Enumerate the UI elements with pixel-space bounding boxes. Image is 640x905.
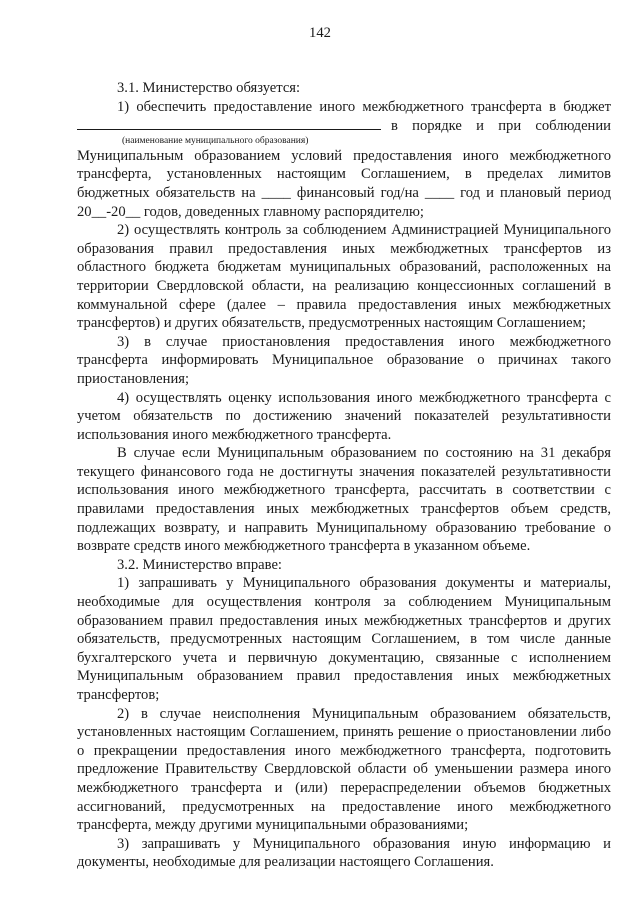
municipality-blank-row bbox=[77, 116, 611, 136]
section-3-1-heading: 3.1. Министерство обязуется: bbox=[117, 80, 301, 96]
section-3-1-item-2: 2) осуществлять контроль за соблюдением Администрацией Муниципального образования правил предоставления иных межбюджетных трансфертов из областного бюджета бюджетам муниципальных образований, расположенных на территории Свердловской области, на реализацию концессионных соглашений в коммунальной сфере (далее – правила предоставления иных межбюджетных трансфертов) и других обязательств, предусмотренных настоящим Соглашением; bbox=[77, 222, 611, 332]
section-3-1-item-1-rest: в порядке и при соблюдении bbox=[391, 118, 611, 135]
section-3-2-heading: 3.2. Министерство вправе: bbox=[117, 556, 282, 573]
municipality-blank-line bbox=[77, 116, 381, 130]
page-number: 142 bbox=[309, 25, 331, 41]
municipality-blank-caption: (наименование муниципального образования) bbox=[122, 135, 309, 146]
document-body bbox=[77, 79, 611, 872]
section-3-1-item-1-lead: 1) обеспечить предоставление иного межбюджетного трансферта в бюджет bbox=[117, 98, 611, 115]
section-3-2-item-3: 3) запрашивать у Муниципального образования иную информацию и документы, необходимые для реализации настоящего Соглашения. bbox=[77, 835, 611, 871]
section-3-1-paragraph: В случае если Муниципальным образованием по состоянию на 31 декабря текущего финансового года не достигнуты значения показателей результативности использования иного межбюджетного трансферта, рассчитать в соответствии с правилами предоставления иных межбюджетных трансфертов объем средств, подлежащих возврату, и направить Муниципальному образованию требование о возврате средств иного межбюджетного трансферта в указанном объеме. bbox=[77, 445, 611, 555]
section-3-1-item-4: 4) осуществлять оценку использования иного межбюджетного трансферта с учетом обязательств по достижению значений показателей результативности использования иного межбюджетного трансферта. bbox=[77, 389, 611, 443]
section-3-2-item-1: 1) запрашивать у Муниципального образования документы и материалы, необходимые для осуществления контроля за соблюдением Муниципальным образованием правил предоставления иных межбюджетных трансфертов и других обязательств, предусмотренных настоящим Соглашением, в том числе данные бухгалтерского учета и первичную документацию, связанные с исполнением Муниципальным образованием правил предоставления иных межбюджетных трансфертов; bbox=[77, 575, 611, 703]
section-3-1-item-1-body: Муниципальным образованием условий предоставления иного межбюджетного трансферта, установленных настоящим Соглашением, в пределах лимитов бюджетных обязательств на ____ финансовый год/на ____ год и плановый период 20__-20__ годов, доведенных главному распорядителю; bbox=[77, 147, 611, 220]
section-3-2-item-2: 2) в случае неисполнения Муниципальным образованием обязательств, установленных настоящим Соглашением, принять решение о приостановлении либо о прекращении предоставления иного межбюджетного трансферта, подготовить предложение Правительству Свердловской области об уменьшении размера иного межбюджетного трансферта и (или) перераспределении объемов бюджетных ассигнований, предусмотренных на предоставление иного межбюджетного трансферта, между другими муниципальными образованиями; bbox=[77, 705, 611, 834]
section-3-1-item-3: 3) в случае приостановления предоставления иного межбюджетного трансферта информировать Муниципальное образование о причинах такого приостановления; bbox=[77, 333, 611, 387]
